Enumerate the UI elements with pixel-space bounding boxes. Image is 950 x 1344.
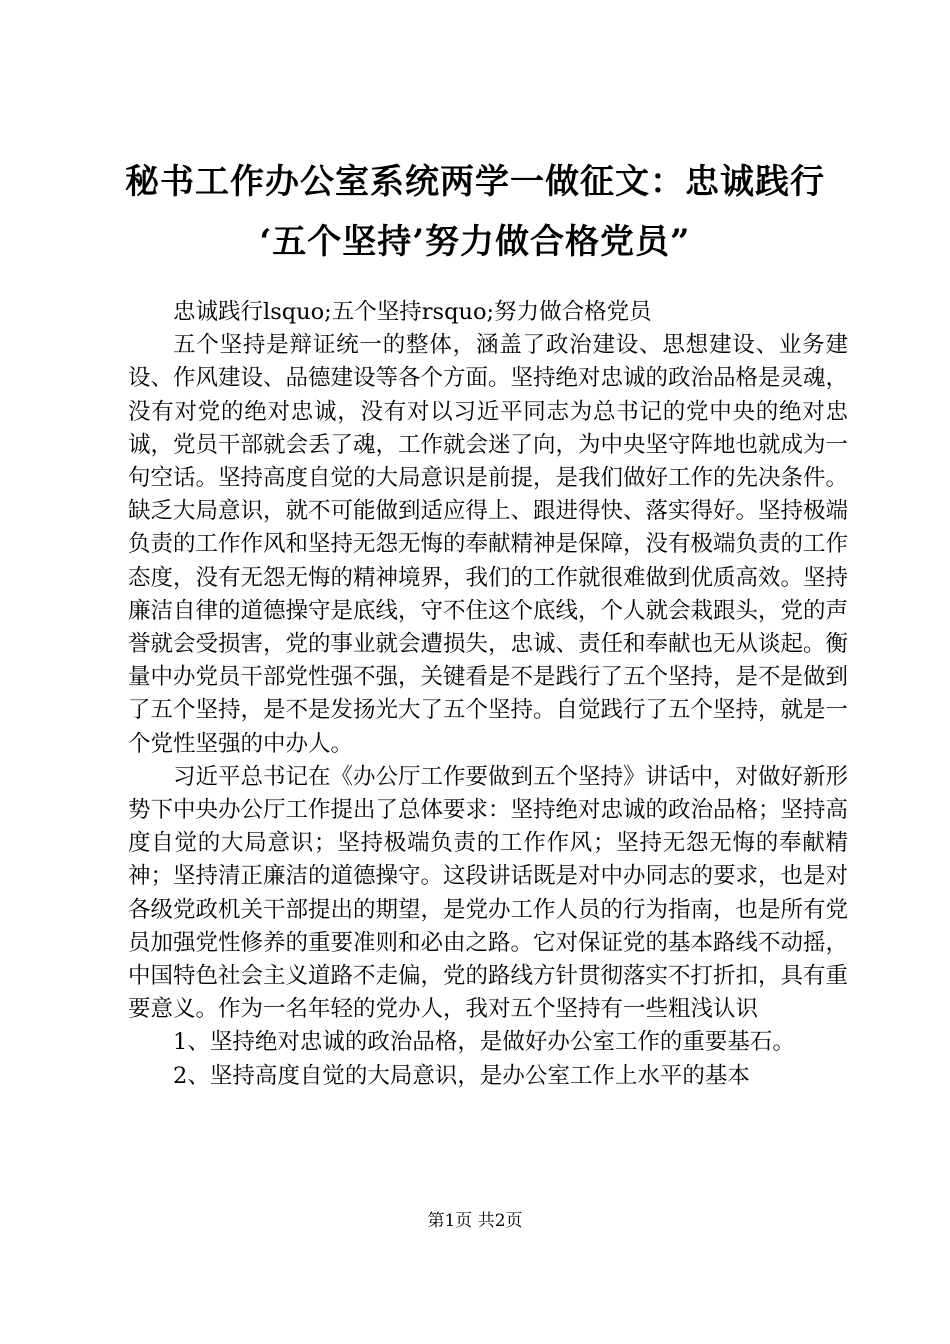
page-indicator: 第1页 共2页 — [427, 1211, 523, 1231]
paragraph: 习近平总书记在《办公厅工作要做到五个坚持》讲话中，对做好新形势下中央办公厅工作提出了总体要求：坚持绝对忠诚的政治品格；坚持高度自觉的大局意识；坚持极端负责的工作作风；坚持无怨无悔的奉献精神；坚持清正廉洁的道德操守。这段讲话既是对中办同志的要求，也是对各级党政机关干部提出的期望，是党办工作人员的行为指南，也是所有党员加强党性修养的重要准则和必由之路。它对保证党的基本路线不动摇，中国特色社会主义道路不走偏，党的路线方针贯彻落实不打折扣，具有重要意义。作为一名年轻的党办人，我对五个坚持有一些粗浅认识 — [128, 763, 849, 1023]
document-title-line-2: ‘五个坚持’努力做合格党员” — [259, 222, 691, 262]
paragraph: 五个坚持是辩证统一的整体，涵盖了政治建设、思想建设、业务建设、作风建设、品德建设等各个方面。坚持绝对忠诚的政治品格是灵魂，没有对党的绝对忠诚，没有对以习近平同志为总书记的党中央的绝对忠诚，党员干部就会丢了魂，工作就会迷了向，为中央坚守阵地也就成为一句空话。坚持高度自觉的大局意识是前提，是我们做好工作的先决条件。缺乏大局意识，就不可能做到适应得上、跟进得快、落实得好。坚持极端负责的工作作风和坚持无怨无悔的奉献精神是保障，没有极端负责的工作态度，没有无怨无悔的精神境界，我们的工作就很难做到优质高效。坚持廉洁自律的道德操守是底线，守不住这个底线，个人就会栽跟头，党的声誉就会受损害，党的事业就会遭损失，忠诚、责任和奉献也无从谈起。衡量中办党员干部党性强不强，关键看是不是践行了五个坚持，是不是做到了五个坚持，是不是发扬光大了五个坚持。自觉践行了五个坚持，就是一个党性坚强的中办人。 — [128, 332, 849, 757]
paragraph-subtitle: 忠诚践行lsquo;五个坚持rsquo;努力做合格党员 — [173, 299, 652, 325]
paragraph: 1、坚持绝对忠诚的政治品格，是做好办公室工作的重要基石。 — [173, 1029, 795, 1056]
document-body — [128, 296, 848, 1093]
paragraph: 2、坚持高度自觉的大局意识，是办公室工作上水平的基本 — [173, 1062, 750, 1089]
document-title-line-1: 秘书工作办公室系统两学一做征文：忠诚践行 — [125, 162, 825, 202]
